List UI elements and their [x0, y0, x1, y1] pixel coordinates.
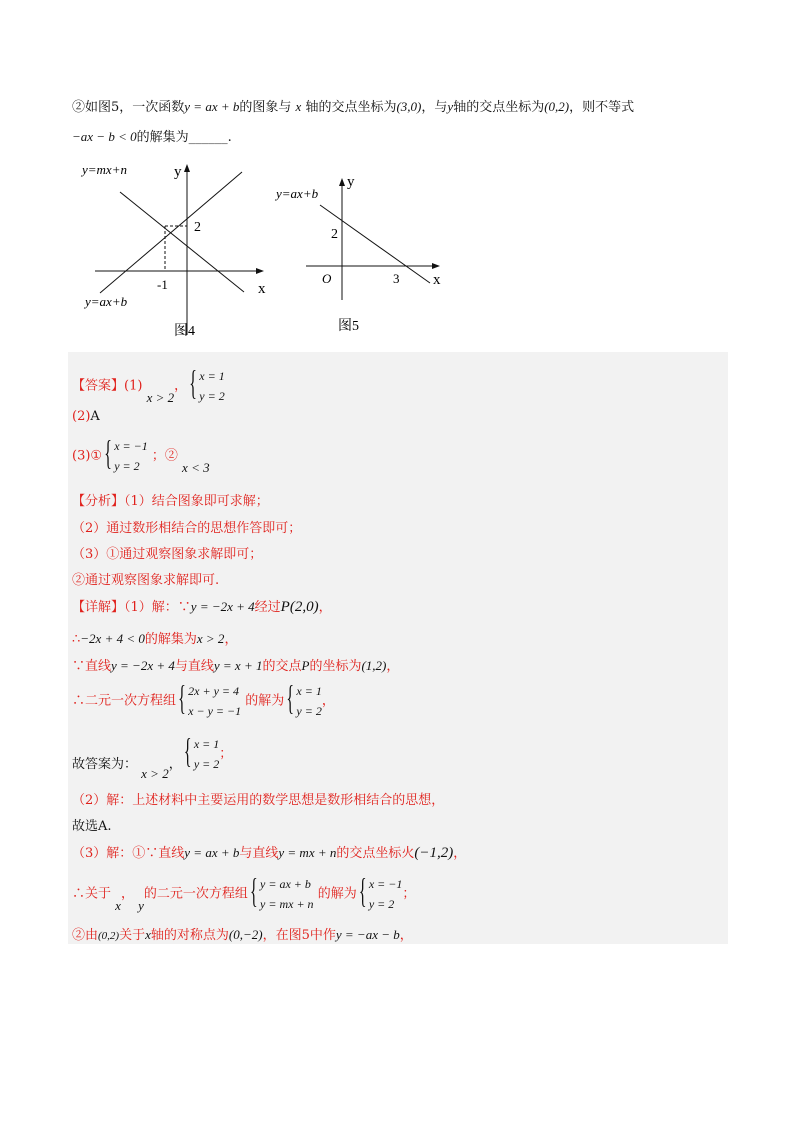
equation-system: { 2x + y = 4 x − y = −1 — [180, 681, 241, 721]
detail-line-9: ∴关于 x， y的二元一次方程组 { y = ax + b y = mx + n 的解为 { x = −1 y = 2 ； — [72, 874, 415, 914]
fig5-tick-y: 2 — [331, 227, 338, 242]
question-text: 的图象与 — [239, 100, 292, 115]
fig5-caption: 图5 — [338, 319, 359, 334]
part-label: (1) — [124, 378, 143, 394]
equation-system: { x = 1 y = 2 — [186, 734, 219, 774]
question-text: 轴的交点坐标为 — [453, 100, 545, 115]
equation-system: { x = 1 y = 2 — [191, 366, 224, 406]
analysis-line-4: ②通过观察图象求解即可. — [72, 573, 220, 588]
equation-system: { x = −1 y = 2 — [361, 874, 403, 914]
question-line-2 — [72, 126, 232, 145]
detail-line-2: ∴−2x + 4 < 0的解集为x > 2， — [72, 631, 238, 647]
math-point: (3,0) — [396, 99, 422, 114]
line-mx-n — [120, 192, 244, 292]
detail-line-6: （2）解：上述材料中主要运用的数学思想是数形相结合的思想， — [72, 793, 445, 808]
math-point: (0,2) — [544, 99, 570, 114]
part-label: (3)① — [72, 448, 103, 464]
line-ax-b — [320, 205, 430, 283]
fig5-tick-x: 3 — [393, 271, 400, 286]
question-text: 轴的交点坐标为 — [305, 100, 397, 115]
fig4-caption: 图4 — [174, 324, 195, 339]
fig4-tick-x: -1 — [157, 277, 168, 292]
detail-line-8: （3）解：①∵直线y = ax + b与直线y = mx + n的交点坐标火(−1,2)， — [72, 845, 467, 861]
answer-line-2 — [72, 409, 100, 424]
fig4-label-bottom: y=ax+b — [85, 294, 128, 309]
equation-system: { x = −1 y = 2 — [106, 436, 148, 476]
detail-line-4: ∴二元一次方程组 { 2x + y = 4 x − y = −1 的解为 { x = 1 y = 2 ， — [72, 681, 335, 721]
detail-line-3: ∵直线y = −2x + 4与直线y = x + 1的交点P的坐标为(1,2)， — [72, 658, 400, 674]
equation-system: { y = ax + b y = mx + n — [252, 874, 314, 914]
fig5-y-axis-label: y — [347, 174, 355, 190]
figure-5 — [270, 170, 450, 335]
math-inequality: x > 2 — [146, 389, 175, 405]
fig5-x-axis-label: x — [433, 272, 441, 288]
math-inequality: −ax − b < 0 — [72, 129, 137, 144]
fig5-label-line: y=ax+b — [276, 186, 319, 201]
math-var: y — [447, 99, 454, 114]
detail-tag: 【详解】 — [72, 600, 125, 615]
math-expression: y = ax + b — [184, 99, 240, 114]
question-text: 的解集为______. — [136, 130, 232, 145]
detail-line-5: 故答案为： x > 2， { x = 1 y = 2 ； — [72, 734, 232, 774]
analysis-line-1: 【分析】（1）结合图象即可求解； — [72, 494, 269, 509]
detail-line-1: 【详解】（1）解：∵y = −2x + 4经过P(2,0)， — [72, 599, 332, 615]
math-var: x — [295, 99, 302, 114]
analysis-tag: 【分析】 — [72, 494, 125, 509]
fig4-x-axis-label: x — [258, 281, 266, 297]
detail-line-7: 故选A. — [72, 819, 112, 834]
question-text: ②如图5，一次函数 — [72, 100, 185, 115]
fig5-origin: O — [322, 271, 332, 286]
math-inequality: x < 3 — [182, 459, 210, 475]
answer-tag: 【答案】 — [72, 378, 125, 394]
analysis-line-2: （2）通过数形相结合的思想作答即可； — [72, 521, 302, 536]
question-line-1 — [72, 96, 634, 115]
question-text: ，与 — [421, 100, 448, 115]
detail-line-10: ②由(0,2)关于x轴的对称点为(0,−2)，在图5中作y = −ax − b， — [72, 927, 413, 943]
question-text: ，则不等式 — [569, 100, 635, 115]
answer-line-3: (3)① { x = −1 y = 2 ；② x < 3 — [72, 436, 210, 476]
part-label: (2) — [72, 409, 91, 424]
fig4-y-axis-label: y — [174, 164, 182, 180]
analysis-line-3: （3）①通过观察图象求解即可； — [72, 547, 263, 562]
fig4-label-top: y=mx+n — [82, 162, 127, 177]
answer-line-1: 【答案】(1) x > 2， { x = 1 y = 2 — [72, 366, 225, 406]
figure-4 — [80, 150, 280, 345]
fig4-tick-y: 2 — [194, 220, 201, 235]
answer-value: A — [90, 409, 100, 424]
equation-system: { x = 1 y = 2 — [288, 681, 321, 721]
